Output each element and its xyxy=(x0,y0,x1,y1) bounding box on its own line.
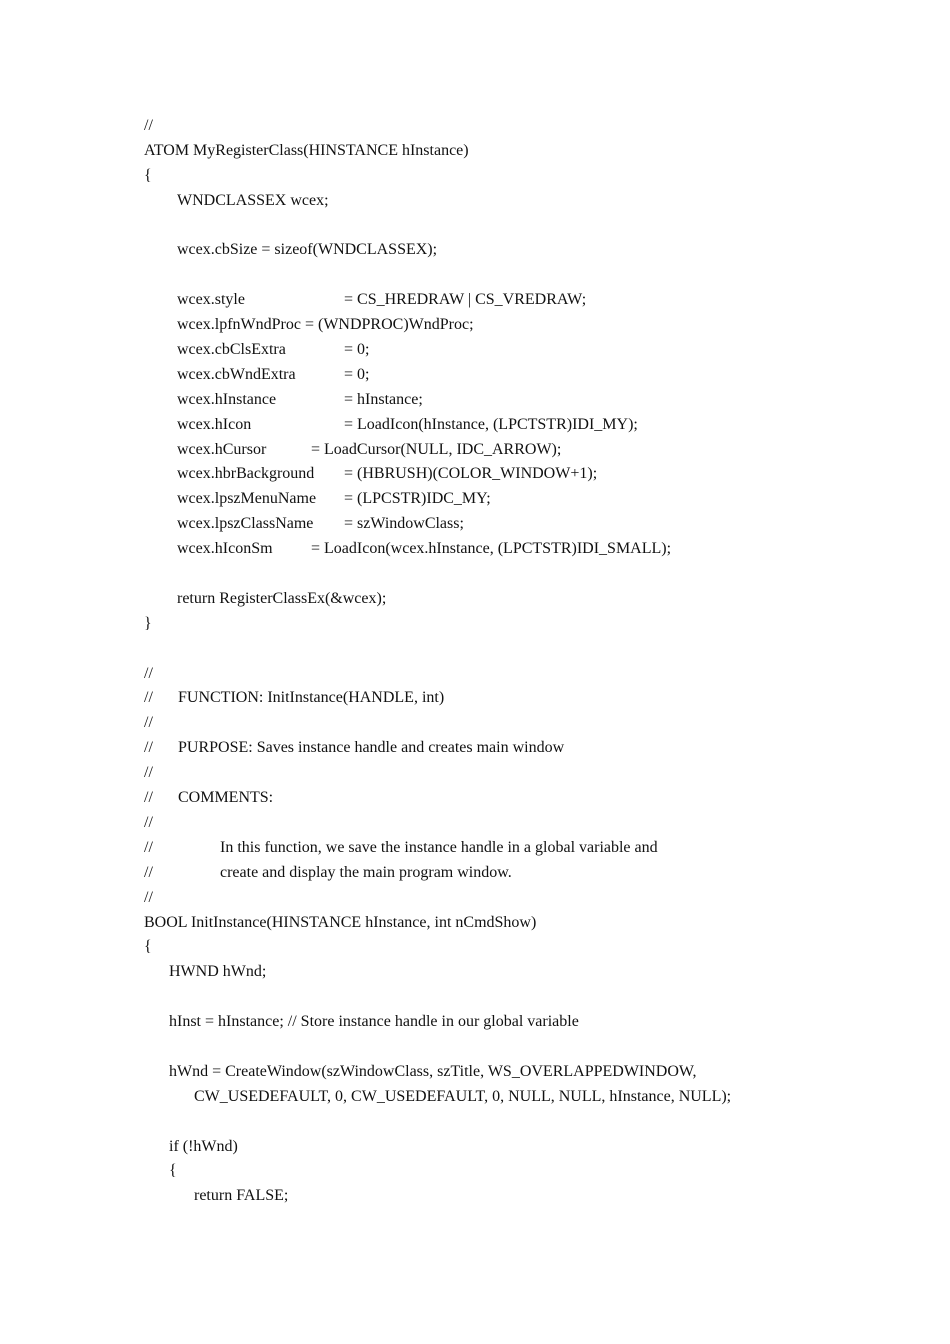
code-line xyxy=(0,662,950,687)
code-text: // xyxy=(144,838,153,856)
code-line xyxy=(0,487,950,512)
code-line xyxy=(0,313,950,338)
code-listing xyxy=(0,114,950,1209)
code-line xyxy=(0,1085,950,1110)
code-line xyxy=(0,164,950,189)
code-text: ATOM MyRegisterClass(HINSTANCE hInstance) xyxy=(144,141,469,159)
code-line xyxy=(0,462,950,487)
code-text: FUNCTION: InitInstance(HANDLE, int) xyxy=(178,689,445,707)
code-text: wcex.cbWndExtra xyxy=(177,365,296,383)
code-text: wcex.style xyxy=(177,291,245,309)
code-text: = (LPCSTR)IDC_MY; xyxy=(344,490,491,508)
code-line xyxy=(0,960,950,985)
code-text: = LoadCursor(NULL, IDC_ARROW); xyxy=(311,440,562,458)
code-text: // xyxy=(144,689,153,707)
code-text: = CS_HREDRAW | CS_VREDRAW; xyxy=(344,291,587,309)
code-line xyxy=(0,786,950,811)
code-text: = 0; xyxy=(344,365,370,383)
code-text: wcex.hCursor xyxy=(177,440,267,458)
blank-line xyxy=(0,214,950,239)
code-line xyxy=(0,1184,950,1209)
code-text: // xyxy=(144,714,153,732)
code-text: // xyxy=(144,764,153,782)
code-text: { xyxy=(144,938,152,956)
code-line xyxy=(0,438,950,463)
code-text: create and display the main program window. xyxy=(220,863,512,881)
blank-line xyxy=(0,562,950,587)
blank-line xyxy=(0,985,950,1010)
code-text: wcex.hbrBackground xyxy=(177,465,315,483)
code-line xyxy=(0,1060,950,1085)
code-text: COMMENTS: xyxy=(178,789,274,807)
code-text: wcex.cbSize = sizeof(WNDCLASSEX); xyxy=(177,241,438,259)
code-text: wcex.hIconSm xyxy=(177,540,273,558)
code-text: hWnd = CreateWindow(szWindowClass, szTitle, WS_OVERLAPPEDWINDOW, xyxy=(169,1062,697,1080)
code-text: return FALSE; xyxy=(194,1187,289,1205)
code-text: = hInstance; xyxy=(344,390,423,408)
code-line xyxy=(0,413,950,438)
code-line xyxy=(0,836,950,861)
code-line xyxy=(0,711,950,736)
code-line xyxy=(0,114,950,139)
code-line xyxy=(0,238,950,263)
code-line xyxy=(0,861,950,886)
code-line xyxy=(0,338,950,363)
code-line xyxy=(0,537,950,562)
code-line xyxy=(0,612,950,637)
code-line xyxy=(0,811,950,836)
code-text: PURPOSE: Saves instance handle and creates main window xyxy=(178,739,565,757)
blank-line xyxy=(0,637,950,662)
code-text: HWND hWnd; xyxy=(169,963,267,981)
code-line xyxy=(0,139,950,164)
code-text: // xyxy=(144,813,153,831)
code-text: if (!hWnd) xyxy=(169,1137,238,1155)
code-text: { xyxy=(169,1162,177,1180)
code-line xyxy=(0,189,950,214)
code-line xyxy=(0,363,950,388)
code-text: return RegisterClassEx(&wcex); xyxy=(177,589,387,607)
code-line xyxy=(0,736,950,761)
code-text: = LoadIcon(wcex.hInstance, (LPCTSTR)IDI_SMALL); xyxy=(311,540,672,558)
code-text: = szWindowClass; xyxy=(344,515,464,533)
code-text: // xyxy=(144,117,153,134)
code-text: // xyxy=(144,789,153,807)
code-line xyxy=(0,911,950,936)
blank-line xyxy=(0,263,950,288)
code-line xyxy=(0,1010,950,1035)
code-line xyxy=(0,388,950,413)
code-text: = LoadIcon(hInstance, (LPCTSTR)IDI_MY); xyxy=(344,415,638,433)
code-line xyxy=(0,686,950,711)
blank-line xyxy=(0,1110,950,1135)
code-line xyxy=(0,935,950,960)
code-text: wcex.cbClsExtra xyxy=(177,341,286,359)
code-text: BOOL InitInstance(HINSTANCE hInstance, int nCmdShow) xyxy=(144,913,537,931)
code-line xyxy=(0,288,950,313)
code-text: wcex.lpszMenuName xyxy=(177,490,317,508)
code-line xyxy=(0,587,950,612)
code-text: // xyxy=(144,863,153,881)
code-line xyxy=(0,512,950,537)
code-text: WNDCLASSEX wcex; xyxy=(177,191,329,209)
code-line xyxy=(0,1159,950,1184)
code-line xyxy=(0,886,950,911)
code-text: // xyxy=(144,664,153,682)
code-line xyxy=(0,1135,950,1160)
code-text: { xyxy=(144,166,152,184)
code-text: wcex.hIcon xyxy=(177,415,252,433)
code-text: hInst = hInstance; // Store instance handle in our global variable xyxy=(169,1013,579,1031)
code-text: wcex.hInstance xyxy=(177,390,277,408)
blank-line xyxy=(0,1035,950,1060)
code-text: // xyxy=(144,888,153,906)
code-text: = 0; xyxy=(344,341,370,359)
code-text: } xyxy=(144,614,152,632)
code-line xyxy=(0,761,950,786)
code-text: = (HBRUSH)(COLOR_WINDOW+1); xyxy=(344,465,598,483)
code-text: wcex.lpfnWndProc = (WNDPROC)WndProc; xyxy=(177,316,474,334)
code-text: // xyxy=(144,739,153,757)
code-text: In this function, we save the instance handle in a global variable and xyxy=(220,838,658,856)
code-text: wcex.lpszClassName xyxy=(177,515,314,533)
code-text: CW_USEDEFAULT, 0, CW_USEDEFAULT, 0, NULL, NULL, hInstance, NULL); xyxy=(194,1087,732,1105)
